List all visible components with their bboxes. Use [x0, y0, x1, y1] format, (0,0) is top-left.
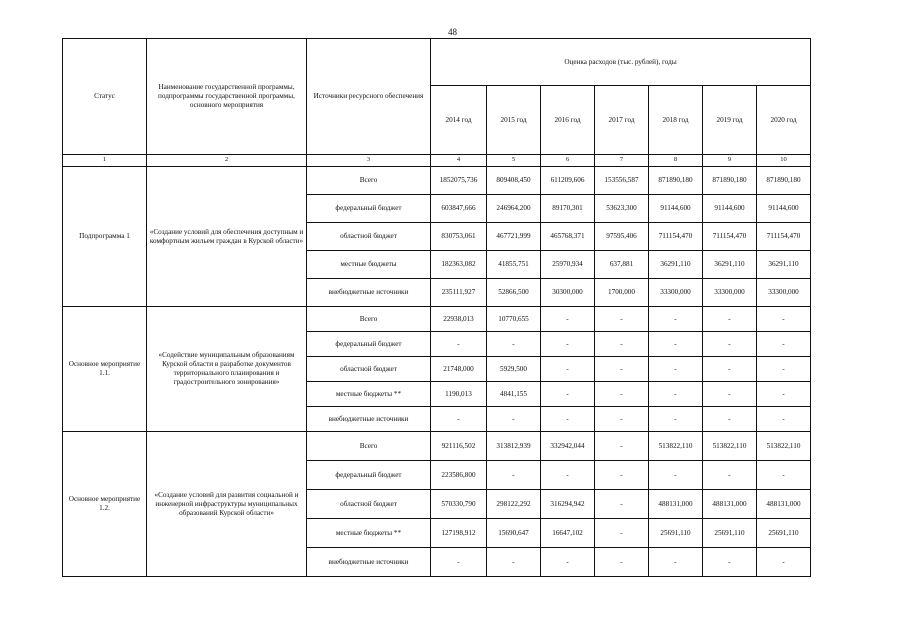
- expense-value: 97595,406: [595, 223, 649, 251]
- expense-value: 223586,800: [431, 461, 487, 490]
- expense-value: 15690,647: [487, 519, 541, 548]
- expense-value: 332942,044: [541, 432, 595, 461]
- expense-value: 513822,110: [649, 432, 703, 461]
- expense-value: -: [595, 407, 649, 432]
- expense-value: 921116,502: [431, 432, 487, 461]
- expense-value: -: [703, 548, 757, 577]
- expense-value: -: [541, 332, 595, 357]
- expense-value: -: [703, 332, 757, 357]
- expense-value: -: [595, 357, 649, 382]
- expense-value: 5929,500: [487, 357, 541, 382]
- header-year: 2019 год: [703, 86, 757, 155]
- expense-value: 809408,450: [487, 167, 541, 195]
- expense-value: -: [595, 519, 649, 548]
- expense-value: -: [541, 382, 595, 407]
- column-index: 9: [703, 155, 757, 167]
- expense-value: 298122,292: [487, 490, 541, 519]
- expense-value: 52866,500: [487, 279, 541, 307]
- expense-value: -: [703, 382, 757, 407]
- expense-value: 89170,301: [541, 195, 595, 223]
- expense-value: -: [595, 490, 649, 519]
- expense-value: -: [541, 548, 595, 577]
- header-estimate: Оценка расходов (тыс. рублей), годы: [431, 39, 811, 86]
- expense-value: 488131,000: [757, 490, 811, 519]
- expense-value: 871890,180: [757, 167, 811, 195]
- funding-source: внебюджетные источники: [307, 548, 431, 577]
- expense-value: -: [487, 461, 541, 490]
- column-index: 3: [307, 155, 431, 167]
- expense-value: -: [757, 357, 811, 382]
- expense-value: -: [541, 407, 595, 432]
- funding-source: областной бюджет: [307, 357, 431, 382]
- column-index: 10: [757, 155, 811, 167]
- expense-value: -: [487, 407, 541, 432]
- expense-value: 313812,939: [487, 432, 541, 461]
- funding-source: Всего: [307, 432, 431, 461]
- expense-value: 871890,180: [703, 167, 757, 195]
- expense-value: -: [595, 382, 649, 407]
- section-name: «Создание условий для развития социальной и инженерной инфраструктуры муниципальных образований Курской области»: [147, 432, 307, 577]
- funding-source: внебюджетные источники: [307, 279, 431, 307]
- expense-value: 235111,927: [431, 279, 487, 307]
- header-status: Статус: [63, 39, 147, 155]
- expense-value: 22938,013: [431, 307, 487, 332]
- funding-source: федеральный бюджет: [307, 195, 431, 223]
- expense-value: -: [431, 548, 487, 577]
- table-body: [63, 167, 811, 577]
- expense-value: -: [649, 332, 703, 357]
- expense-value: 603847,666: [431, 195, 487, 223]
- expense-value: 91144,600: [649, 195, 703, 223]
- expense-value: 33300,000: [649, 279, 703, 307]
- expense-value: 25691,110: [649, 519, 703, 548]
- expense-value: 4841,155: [487, 382, 541, 407]
- expense-value: 711154,470: [649, 223, 703, 251]
- section-status: Подпрограмма 1: [63, 167, 147, 307]
- expense-value: -: [595, 548, 649, 577]
- expense-value: -: [649, 407, 703, 432]
- header-year: 2020 год: [757, 86, 811, 155]
- expense-value: -: [487, 548, 541, 577]
- expense-value: -: [649, 461, 703, 490]
- column-index: 2: [147, 155, 307, 167]
- expense-value: -: [431, 332, 487, 357]
- expense-value: 316294,942: [541, 490, 595, 519]
- expense-value: 33300,000: [757, 279, 811, 307]
- expense-value: 1190,013: [431, 382, 487, 407]
- expense-value: 611209,606: [541, 167, 595, 195]
- header-year: 2017 год: [595, 86, 649, 155]
- expense-value: -: [757, 332, 811, 357]
- header-year: 2014 год: [431, 86, 487, 155]
- expense-value: 488131,000: [649, 490, 703, 519]
- expense-value: -: [595, 332, 649, 357]
- table-row: [63, 167, 811, 195]
- column-index: 6: [541, 155, 595, 167]
- expense-value: 91144,600: [757, 195, 811, 223]
- funding-source: федеральный бюджет: [307, 461, 431, 490]
- section-status: Основное мероприятие 1.1.: [63, 307, 147, 432]
- expense-value: 41855,751: [487, 251, 541, 279]
- expense-value: 465768,371: [541, 223, 595, 251]
- expense-value: 513822,110: [703, 432, 757, 461]
- column-index: 1: [63, 155, 147, 167]
- expense-value: -: [757, 382, 811, 407]
- funding-source: областной бюджет: [307, 490, 431, 519]
- expense-value: 36291,110: [703, 251, 757, 279]
- expense-value: 1852075,736: [431, 167, 487, 195]
- expense-value: 21748,000: [431, 357, 487, 382]
- expense-value: 30300,000: [541, 279, 595, 307]
- expense-value: 91144,600: [703, 195, 757, 223]
- expense-value: -: [703, 357, 757, 382]
- expense-value: -: [703, 407, 757, 432]
- expense-value: -: [649, 307, 703, 332]
- funding-source: федеральный бюджет: [307, 332, 431, 357]
- expense-value: 10770,655: [487, 307, 541, 332]
- table-row: [63, 432, 811, 461]
- expense-value: -: [595, 307, 649, 332]
- expense-value: -: [541, 307, 595, 332]
- expense-value: 637,881: [595, 251, 649, 279]
- column-index: 5: [487, 155, 541, 167]
- expense-value: 25691,110: [757, 519, 811, 548]
- expense-value: -: [757, 307, 811, 332]
- expense-value: 25691,110: [703, 519, 757, 548]
- expense-value: 830753,061: [431, 223, 487, 251]
- funding-source: областной бюджет: [307, 223, 431, 251]
- expense-value: -: [541, 461, 595, 490]
- expense-value: 127198,912: [431, 519, 487, 548]
- funding-source: местные бюджеты **: [307, 382, 431, 407]
- expense-value: -: [757, 548, 811, 577]
- expense-value: 467721,999: [487, 223, 541, 251]
- funding-source: Всего: [307, 307, 431, 332]
- budget-table: [62, 38, 811, 577]
- column-index: 8: [649, 155, 703, 167]
- expense-value: 711154,470: [757, 223, 811, 251]
- expense-value: 246964,200: [487, 195, 541, 223]
- funding-source: местные бюджеты: [307, 251, 431, 279]
- funding-source: местные бюджеты **: [307, 519, 431, 548]
- column-index: 4: [431, 155, 487, 167]
- section-status: Основное мероприятие 1.2.: [63, 432, 147, 577]
- header-year: 2015 год: [487, 86, 541, 155]
- expense-value: 513822,110: [757, 432, 811, 461]
- expense-value: 25970,934: [541, 251, 595, 279]
- expense-value: 711154,470: [703, 223, 757, 251]
- column-index: 7: [595, 155, 649, 167]
- expense-value: -: [541, 357, 595, 382]
- expense-value: -: [757, 461, 811, 490]
- expense-value: -: [757, 407, 811, 432]
- expense-value: -: [487, 332, 541, 357]
- expense-value: 570330,790: [431, 490, 487, 519]
- page-number: 48: [448, 27, 457, 37]
- expense-value: 53623,300: [595, 195, 649, 223]
- expense-value: -: [595, 461, 649, 490]
- expense-value: 33300,000: [703, 279, 757, 307]
- expense-value: -: [649, 357, 703, 382]
- expense-value: -: [431, 407, 487, 432]
- section-name: «Содействие муниципальным образованиям Курской области в разработке документов территориального планирования и градостроительного зонирования»: [147, 307, 307, 432]
- expense-value: 36291,110: [649, 251, 703, 279]
- funding-source: Всего: [307, 167, 431, 195]
- expense-value: 153556,587: [595, 167, 649, 195]
- header-name: Наименование государственной программы, подпрограммы государственной программы, основного мероприятия: [147, 39, 307, 155]
- expense-value: 871890,180: [649, 167, 703, 195]
- header-year: 2018 год: [649, 86, 703, 155]
- expense-value: -: [703, 307, 757, 332]
- expense-value: 1700,000: [595, 279, 649, 307]
- expense-value: 36291,110: [757, 251, 811, 279]
- expense-value: -: [649, 548, 703, 577]
- expense-value: -: [703, 461, 757, 490]
- section-name: «Создание условий для обеспечения доступным и комфортным жильем граждан в Курской области»: [147, 167, 307, 307]
- table-row: [63, 307, 811, 332]
- expense-value: 16647,102: [541, 519, 595, 548]
- expense-value: -: [595, 432, 649, 461]
- expense-value: 182363,082: [431, 251, 487, 279]
- header-sources: Источники ресурсного обеспечения: [307, 39, 431, 155]
- header-year: 2016 год: [541, 86, 595, 155]
- expense-value: 488131,000: [703, 490, 757, 519]
- funding-source: внебюджетные источники: [307, 407, 431, 432]
- expense-value: -: [649, 382, 703, 407]
